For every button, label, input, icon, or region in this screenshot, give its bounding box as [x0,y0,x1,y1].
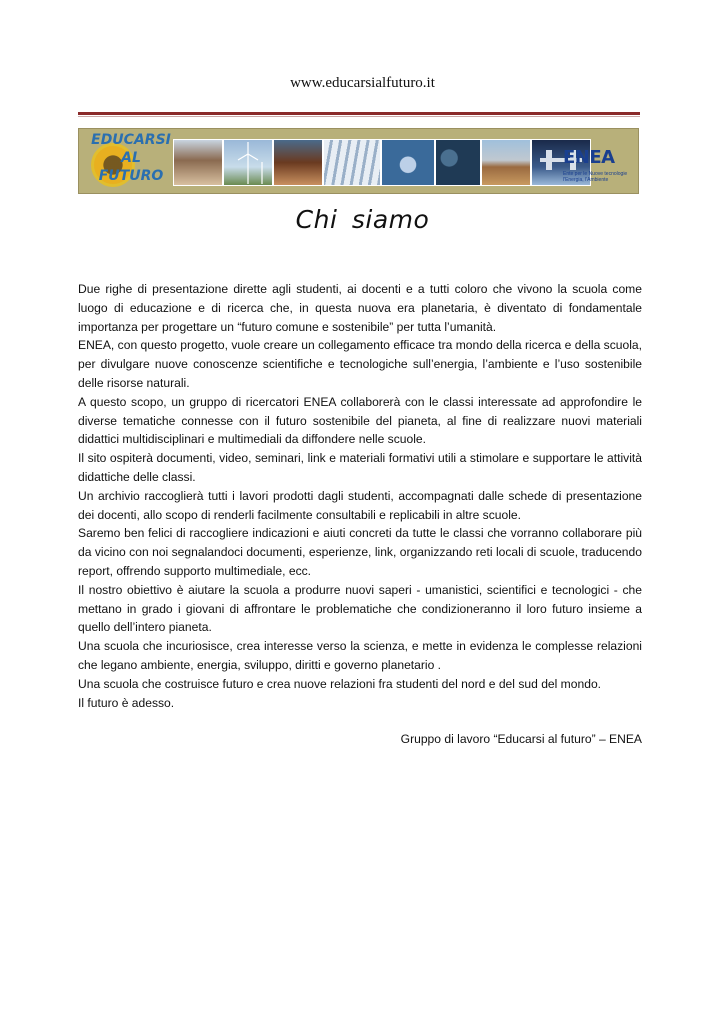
site-url: www.educarsialfuturo.it [290,75,435,91]
paragraph: Un archivio raccoglierà tutti i lavori prodotti dagli studenti, accompagnati dalle schede di presentazione dei docenti, allo scopo di renderli facilmente consultabili e replicabili in altre scuole. [78,488,642,522]
logo-line-1: EDUCARSI [91,132,171,148]
logo-line-3: FUTURO [98,168,164,184]
enea-subtitle: Ente per le Nuove tecnologie l'Energia, l'Ambiente [563,171,628,183]
enea-logo-text: ENEA [563,147,615,168]
paragraph: Saremo ben felici di raccogliere indicazioni e aiuti concreti da tutte le classi che vorranno collaborare più da vicino con noi segnalandoci documenti, esperienze, link, organizzando reti locali di scuole, traducendo report, offrendo supporto multimediale, ecc. [78,526,642,578]
body-text [78,280,642,712]
paragraph: Il sito ospiterà documenti, video, seminari, link e materiali formativi utili a stimolare e supportare le attività didattiche delle classi. [78,451,642,484]
enea-logo [559,139,639,187]
paragraph: Il futuro è adesso. [78,695,175,710]
header-rule-thin [78,116,640,117]
photo-wind-turbines [223,139,273,186]
photo-landscape [481,139,531,186]
photo-stones [435,139,481,186]
paragraph: Una scuola che costruisce futuro e crea nuove relazioni fra studenti del nord e del sud del mondo. [78,676,602,691]
photo-students [173,139,223,186]
photo-solar-mirrors [323,139,381,186]
page-title: Chi siamo [295,205,430,234]
logo-line-2: AL [121,150,141,166]
paragraph: Una scuola che incuriosisce, crea interesse verso la scienza, e mette in evidenza le complesse relazioni che legano ambiente, energia, sviluppo, diritti e governo planetario . [78,639,642,672]
educarsi-logo [85,131,177,191]
header-rule [78,112,640,115]
signature: Gruppo di lavoro “Educarsi al futuro” – ENEA [400,732,642,746]
header-banner [78,128,639,194]
paragraph: Il nostro obiettivo è aiutare la scuola a produrre nuovi saperi - umanistici, scientifici e tecnologici - che mettano in grado i giovani di affrontare le problematiche che condizioneranno il loro futuro insieme a quello dell’intero pianeta. [78,582,642,635]
paragraph: ENEA, con questo progetto, vuole creare un collegamento efficace tra mondo della ricerca e della scuola, per divulgare nuove conoscenze scientifiche e tecnologiche sull’energia, l’ambiente e l’uso sostenibile delle risorse naturali. [78,338,642,390]
paragraph: A questo scopo, un gruppo di ricercatori ENEA collaborerà con le classi interessate ad approfondire le diverse tematiche connesse con il futuro sostenibile del pianeta, al fine di realizzare nuovi materiali didattici multidisciplinari e multimediali da diffondere nelle scuole. [78,394,642,447]
paragraph: Due righe di presentazione dirette agli studenti, ai docenti e a tutti coloro che vivono la scuola come luogo di educazione e di ricerca che, in questa nuova era planetaria, è diventato di fondamentale importanza per progettare un “futuro comune e sostenibile” per tutta l’umanità. [78,282,642,334]
photo-starfish [381,139,435,186]
photo-children [273,139,323,186]
